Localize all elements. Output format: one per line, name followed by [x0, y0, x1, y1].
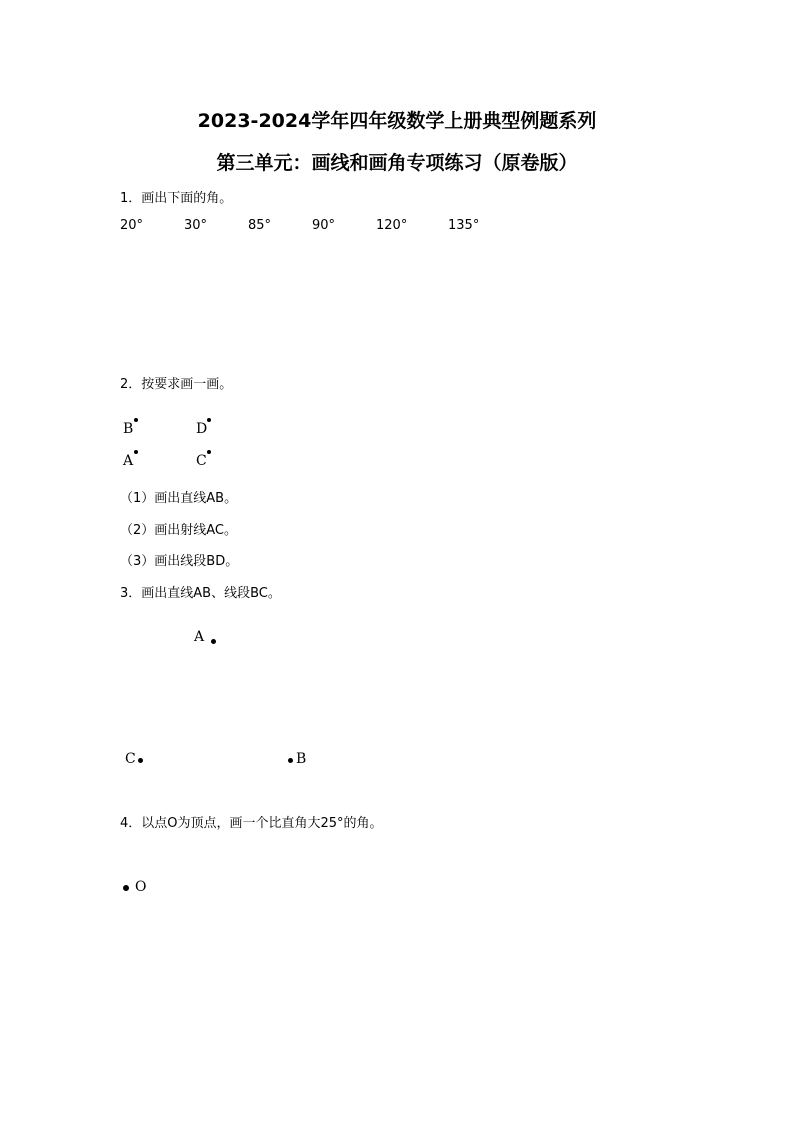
point-b-dot — [134, 418, 138, 422]
point-label-a: A — [194, 629, 205, 645]
point-label-a: A — [123, 453, 134, 469]
point-c-dot — [138, 758, 143, 763]
angle-label: 20° — [120, 218, 144, 233]
angle-label: 85° — [248, 218, 272, 233]
point-d-dot — [207, 418, 211, 422]
angle-label: 120° — [376, 218, 408, 233]
document-subtitle: 第三单元：画线和画角专项练习（原卷版） — [216, 152, 578, 174]
point-label-b: B — [296, 751, 307, 767]
angle-label: 30° — [184, 218, 208, 233]
point-label-d: D — [196, 421, 208, 437]
task-1: （1）画出直线AB。 — [120, 491, 238, 506]
question-1-text: 1．画出下面的角。 — [120, 191, 233, 206]
task-3: （3）画出线段BD。 — [120, 554, 239, 569]
point-o-dot — [123, 885, 129, 891]
point-label-c: C — [196, 453, 207, 469]
angle-label: 135° — [448, 218, 480, 233]
point-b-dot — [288, 758, 293, 763]
point-label-c: C — [125, 751, 136, 767]
point-a-dot — [134, 450, 138, 454]
question-4-text: 4．以点O为顶点，画一个比直角大25°的角。 — [120, 816, 383, 831]
point-a-dot — [211, 639, 216, 644]
point-c-dot — [207, 450, 211, 454]
question-3-text: 3．画出直线AB、线段BC。 — [120, 586, 281, 601]
document-title: 2023-2024学年四年级数学上册典型例题系列 — [197, 110, 597, 132]
point-label-b: B — [123, 421, 134, 437]
task-2: （2）画出射线AC。 — [120, 523, 238, 538]
angle-label: 90° — [312, 218, 336, 233]
question-2-text: 2．按要求画一画。 — [120, 377, 233, 392]
point-label-o: O — [135, 879, 147, 895]
